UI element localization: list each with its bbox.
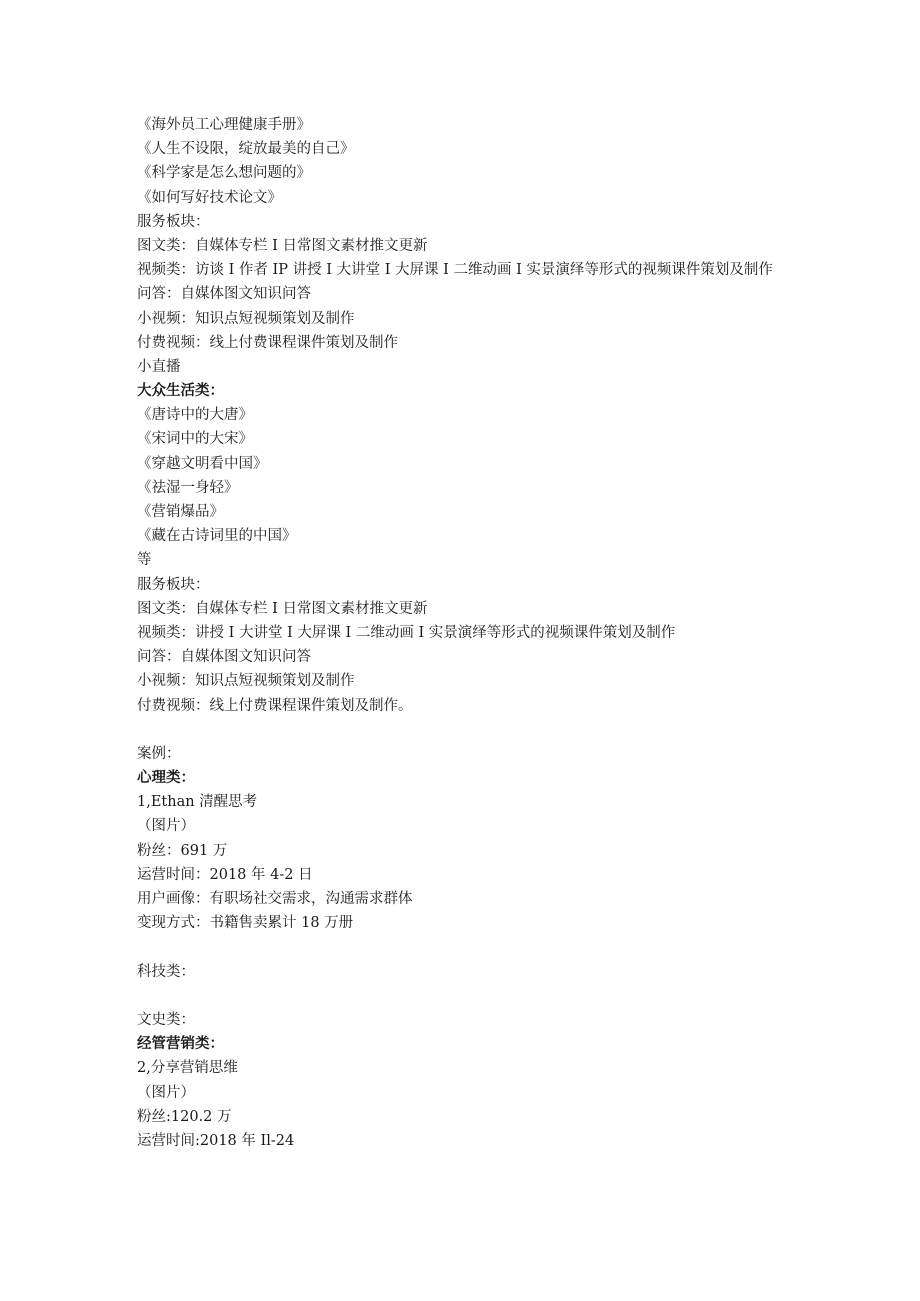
- case-detail: 粉丝:120.2 万: [137, 1108, 232, 1125]
- service-line: 付费视频：线上付费课程课件策划及制作。: [137, 697, 413, 714]
- category-heading: 经管营销类：: [137, 1036, 224, 1053]
- case-detail: 用户画像：有职场社交需求，沟通需求群体: [137, 891, 413, 908]
- service-line: 问答：自媒体图文知识问答: [137, 649, 311, 666]
- service-line: 小视频：知识点短视频策划及制作: [137, 673, 355, 690]
- category-heading: 心理类：: [137, 770, 195, 787]
- section-heading: 案例：: [137, 745, 181, 762]
- image-placeholder: （图片）: [137, 818, 195, 835]
- section-heading: 服务板块：: [137, 213, 210, 230]
- book-title: 《祛湿一身轻》: [137, 479, 239, 496]
- case-detail: 运营时间：2018 年 4-2 日: [137, 866, 313, 883]
- section-heading: 服务板块：: [137, 576, 210, 593]
- image-placeholder: （图片）: [137, 1084, 195, 1101]
- service-line: 问答：自媒体图文知识问答: [137, 286, 311, 303]
- book-title: 《科学家是怎么想问题的》: [137, 165, 311, 182]
- service-line: 小视频：知识点短视频策划及制作: [137, 310, 355, 327]
- book-title: 《人生不设限，绽放最美的自己》: [137, 141, 355, 158]
- service-line: 视频类：讲授 I 大讲堂 I 大屏课 I 二维动画 I 实景演绎等形式的视频课件策划及制作: [137, 624, 676, 641]
- service-line: 图文类：自媒体专栏 I 日常图文素材推文更新: [137, 237, 428, 254]
- book-title: 《藏在古诗词里的中国》: [137, 528, 297, 545]
- service-line: 小直播: [137, 358, 181, 375]
- blank-line: [137, 718, 797, 742]
- document-page: [137, 113, 797, 1153]
- book-title: 《营销爆品》: [137, 504, 224, 521]
- category-heading: 文史类：: [137, 1011, 195, 1028]
- book-title: 《如何写好技术论文》: [137, 189, 282, 206]
- book-title: 《唐诗中的大唐》: [137, 407, 253, 424]
- case-detail: 运营时间:2018 年 Il-24: [137, 1132, 295, 1149]
- book-title: 《穿越文明看中国》: [137, 455, 268, 472]
- book-title: 《宋词中的大宋》: [137, 431, 253, 448]
- text-line: 等: [137, 552, 152, 569]
- blank-line: [137, 935, 797, 959]
- case-detail: 粉丝：691 万: [137, 842, 228, 859]
- category-heading: 大众生活类：: [137, 383, 224, 400]
- category-heading: 科技类：: [137, 963, 195, 980]
- service-line: 付费视频：线上付费课程课件策划及制作: [137, 334, 398, 351]
- case-title: 2,分享营销思维: [137, 1060, 238, 1077]
- book-title: 《海外员工心理健康手册》: [137, 117, 311, 133]
- blank-line: [137, 984, 797, 1008]
- service-line: 图文类：自媒体专栏 I 日常图文素材推文更新: [137, 600, 428, 617]
- service-line: 视频类：访谈 I 作者 IP 讲授 I 大讲堂 I 大屏课 I 二维动画 I 实景演绎等形式的视频课件策划及制作: [137, 262, 773, 279]
- case-detail: 变现方式：书籍售卖累计 18 万册: [137, 915, 354, 932]
- case-title: 1,Ethan 清醒思考: [137, 794, 258, 811]
